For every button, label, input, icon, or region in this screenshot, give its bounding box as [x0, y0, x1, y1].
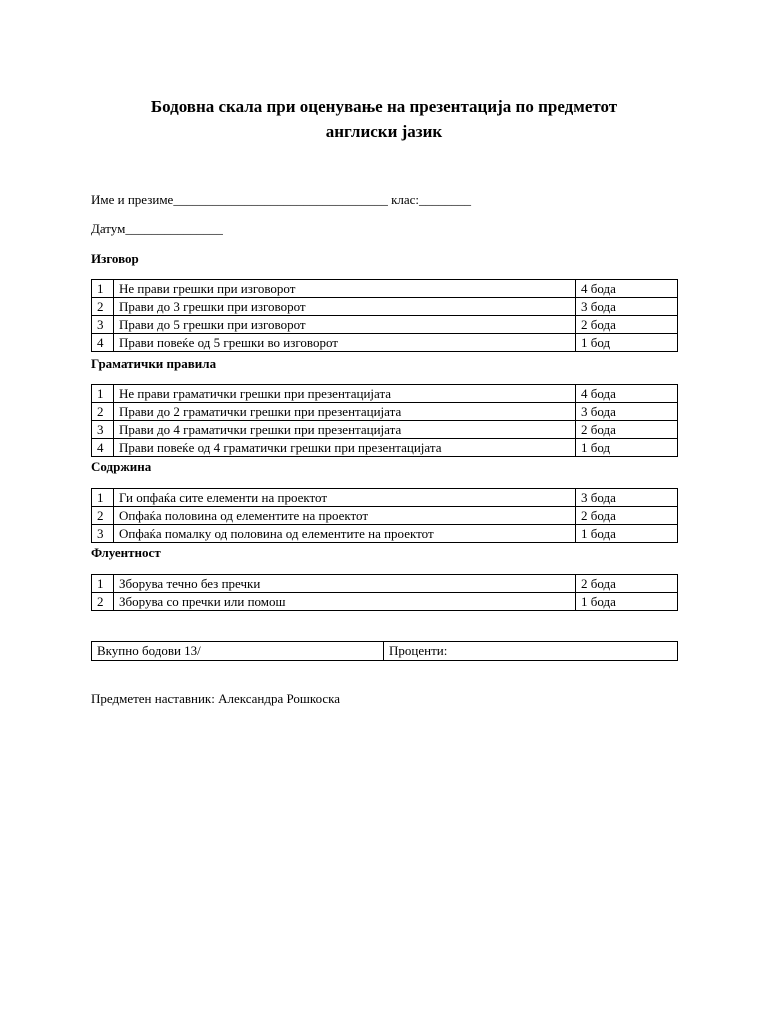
row-number: 4 — [92, 334, 114, 352]
table-row — [92, 489, 678, 507]
row-number: 1 — [92, 280, 114, 298]
row-points: 1 бода — [576, 593, 678, 611]
document-title — [80, 94, 688, 144]
grammar-table — [91, 384, 678, 457]
row-criterion: Опфаќа половина од елементите на проектот — [114, 507, 576, 525]
row-points: 4 бода — [576, 280, 678, 298]
row-criterion: Ги опфаќа сите елементи на проектот — [114, 489, 576, 507]
row-number: 2 — [92, 593, 114, 611]
row-criterion: Прави до 4 граматички грешки при презентацијата — [114, 421, 576, 439]
row-number: 1 — [92, 489, 114, 507]
row-criterion: Опфаќа помалку од половина од елементите на проектот — [114, 525, 576, 543]
table-row — [92, 642, 678, 661]
table-row — [92, 334, 678, 352]
row-criterion: Прави повеќе од 4 граматички грешки при презентацијата — [114, 439, 576, 457]
row-points: 1 бод — [576, 439, 678, 457]
row-points: 2 бода — [576, 316, 678, 334]
row-number: 3 — [92, 525, 114, 543]
row-criterion: Зборува течно без пречки — [114, 575, 576, 593]
row-criterion: Не прави граматички грешки при презентацијата — [114, 385, 576, 403]
total-points-cell: Вкупно бодови 13/ — [92, 642, 384, 661]
teacher-signature-line: Предметен наставник: Александра Рошкоска — [91, 691, 341, 706]
row-number: 2 — [92, 403, 114, 421]
row-number: 3 — [92, 316, 114, 334]
table-row — [92, 280, 678, 298]
row-points: 3 бода — [576, 298, 678, 316]
pronunciation-table — [91, 279, 678, 352]
row-criterion: Не прави грешки при изговорот — [114, 280, 576, 298]
row-number: 4 — [92, 439, 114, 457]
table-row — [92, 575, 678, 593]
row-criterion: Прави до 5 грешки при изговорот — [114, 316, 576, 334]
row-number: 1 — [92, 575, 114, 593]
table-row — [92, 439, 678, 457]
table-row — [92, 421, 678, 439]
row-number: 2 — [92, 507, 114, 525]
table-row — [92, 593, 678, 611]
row-points: 3 бода — [576, 403, 678, 421]
table-row — [92, 525, 678, 543]
row-points: 3 бода — [576, 489, 678, 507]
row-criterion: Прави повеќе од 5 грешки во изговорот — [114, 334, 576, 352]
fluency-table — [91, 574, 678, 611]
row-points: 2 бода — [576, 421, 678, 439]
table-row — [92, 316, 678, 334]
section-heading-pronunciation: Изговор — [91, 251, 139, 266]
table-row — [92, 385, 678, 403]
row-points: 4 бода — [576, 385, 678, 403]
date-field: Датум_______________ — [91, 221, 223, 236]
section-heading-fluency: Флуентност — [91, 545, 161, 560]
row-number: 2 — [92, 298, 114, 316]
table-row — [92, 298, 678, 316]
row-points: 2 бода — [576, 507, 678, 525]
section-heading-grammar: Граматички правила — [91, 356, 217, 371]
row-points: 1 бода — [576, 525, 678, 543]
table-row — [92, 403, 678, 421]
row-criterion: Прави до 2 граматички грешки при презентацијата — [114, 403, 576, 421]
content-table — [91, 488, 678, 543]
row-points: 1 бод — [576, 334, 678, 352]
title-line-2: англиски јазик — [325, 122, 443, 141]
row-points: 2 бода — [576, 575, 678, 593]
table-row — [92, 507, 678, 525]
row-number: 1 — [92, 385, 114, 403]
row-criterion: Зборува со пречки или помош — [114, 593, 576, 611]
percent-cell: Проценти: — [384, 642, 678, 661]
title-line-1: Бодовна скала при оценување на презентација по предметот — [150, 97, 618, 116]
name-class-field: Име и презиме_________________________________ клас:________ — [91, 192, 472, 207]
total-table — [91, 641, 678, 661]
row-number: 3 — [92, 421, 114, 439]
section-heading-content: Содржина — [91, 459, 152, 474]
row-criterion: Прави до 3 грешки при изговорот — [114, 298, 576, 316]
